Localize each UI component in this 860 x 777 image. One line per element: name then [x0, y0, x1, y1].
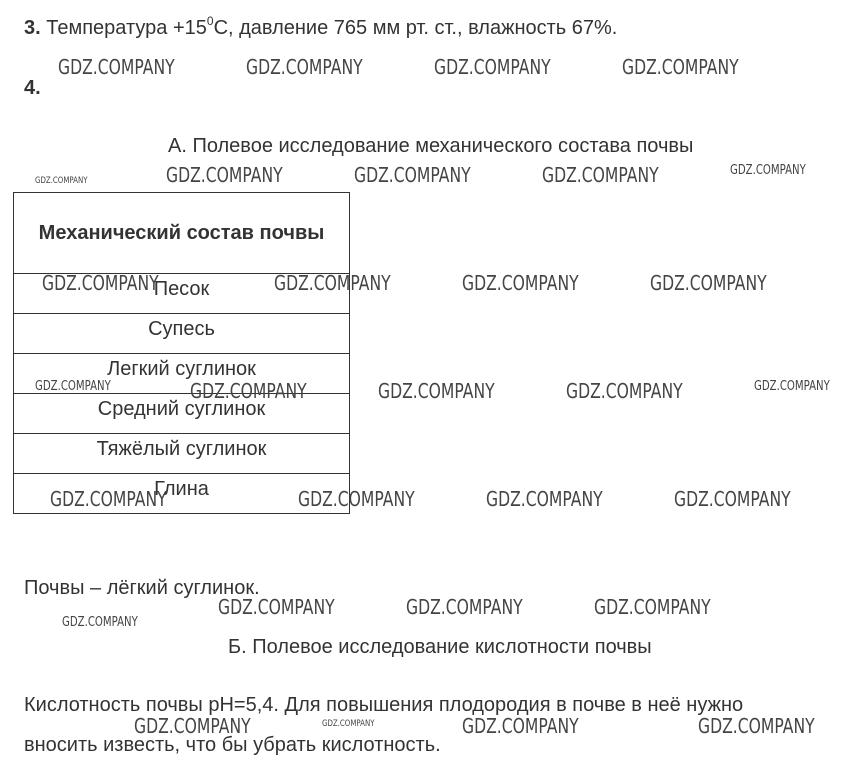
soil-composition-table: [13, 192, 350, 514]
watermark: GDZ.COMPANY: [434, 55, 551, 79]
watermark: GDZ.COMPANY: [650, 271, 767, 295]
watermark: GDZ.COMPANY: [322, 719, 375, 729]
watermark: GDZ.COMPANY: [462, 714, 579, 738]
watermark: GDZ.COMPANY: [190, 379, 307, 403]
watermark: GDZ.COMPANY: [35, 379, 111, 394]
watermark: GDZ.COMPANY: [698, 714, 815, 738]
watermark: GDZ.COMPANY: [622, 55, 739, 79]
table-row: Тяжёлый суглинок: [14, 434, 350, 474]
watermark: GDZ.COMPANY: [58, 55, 175, 79]
watermark: GDZ.COMPANY: [354, 163, 471, 187]
watermark: GDZ.COMPANY: [486, 487, 603, 511]
watermark: GDZ.COMPANY: [298, 487, 415, 511]
table-row: Глина: [14, 474, 350, 514]
watermark: GDZ.COMPANY: [134, 714, 251, 738]
section-a-title: А. Полевое исследование механического состава почвы: [168, 135, 694, 157]
watermark: GDZ.COMPANY: [62, 615, 138, 630]
watermark: GDZ.COMPANY: [378, 379, 495, 403]
watermark: GDZ.COMPANY: [50, 487, 167, 511]
conclusion-b-line-1: Кислотность почвы pH=5,4. Для повышения плодородия в почве в неё нужно: [24, 694, 744, 716]
conclusion-a: Почвы – лёгкий суглинок.: [24, 577, 260, 599]
watermark: GDZ.COMPANY: [42, 271, 159, 295]
section-b-title: Б. Полевое исследование кислотности почвы: [228, 636, 652, 658]
watermark: GDZ.COMPANY: [594, 595, 711, 619]
conclusion-b-line-2: вносить известь, что бы убрать кислотность.: [24, 734, 441, 756]
table-header: Механический состав почвы: [14, 193, 350, 274]
watermark: GDZ.COMPANY: [406, 595, 523, 619]
watermark: GDZ.COMPANY: [462, 271, 579, 295]
watermark: GDZ.COMPANY: [218, 595, 335, 619]
watermark: GDZ.COMPANY: [166, 163, 283, 187]
watermark: GDZ.COMPANY: [730, 163, 806, 178]
watermark: GDZ.COMPANY: [246, 55, 363, 79]
watermark: GDZ.COMPANY: [674, 487, 791, 511]
table-row: Песок: [14, 274, 350, 314]
table-row: Легкий суглинок: [14, 354, 350, 394]
degree-superscript: 0: [206, 14, 214, 28]
watermark: GDZ.COMPANY: [566, 379, 683, 403]
watermark: GDZ.COMPANY: [542, 163, 659, 187]
item-3-text: Температура $+15^0С$, давление 765 мм рт. ст., влажность 67%.: [46, 14, 618, 39]
watermark: GDZ.COMPANY: [754, 379, 830, 394]
item-4-number: 4.: [24, 77, 41, 99]
watermark: GDZ.COMPANY: [274, 271, 391, 295]
table-row: Средний суглинок: [14, 394, 350, 434]
table-row: Супесь: [14, 314, 350, 354]
watermark: GDZ.COMPANY: [35, 176, 88, 186]
item-3: [24, 14, 618, 40]
item-3-number: 3.: [24, 17, 41, 39]
